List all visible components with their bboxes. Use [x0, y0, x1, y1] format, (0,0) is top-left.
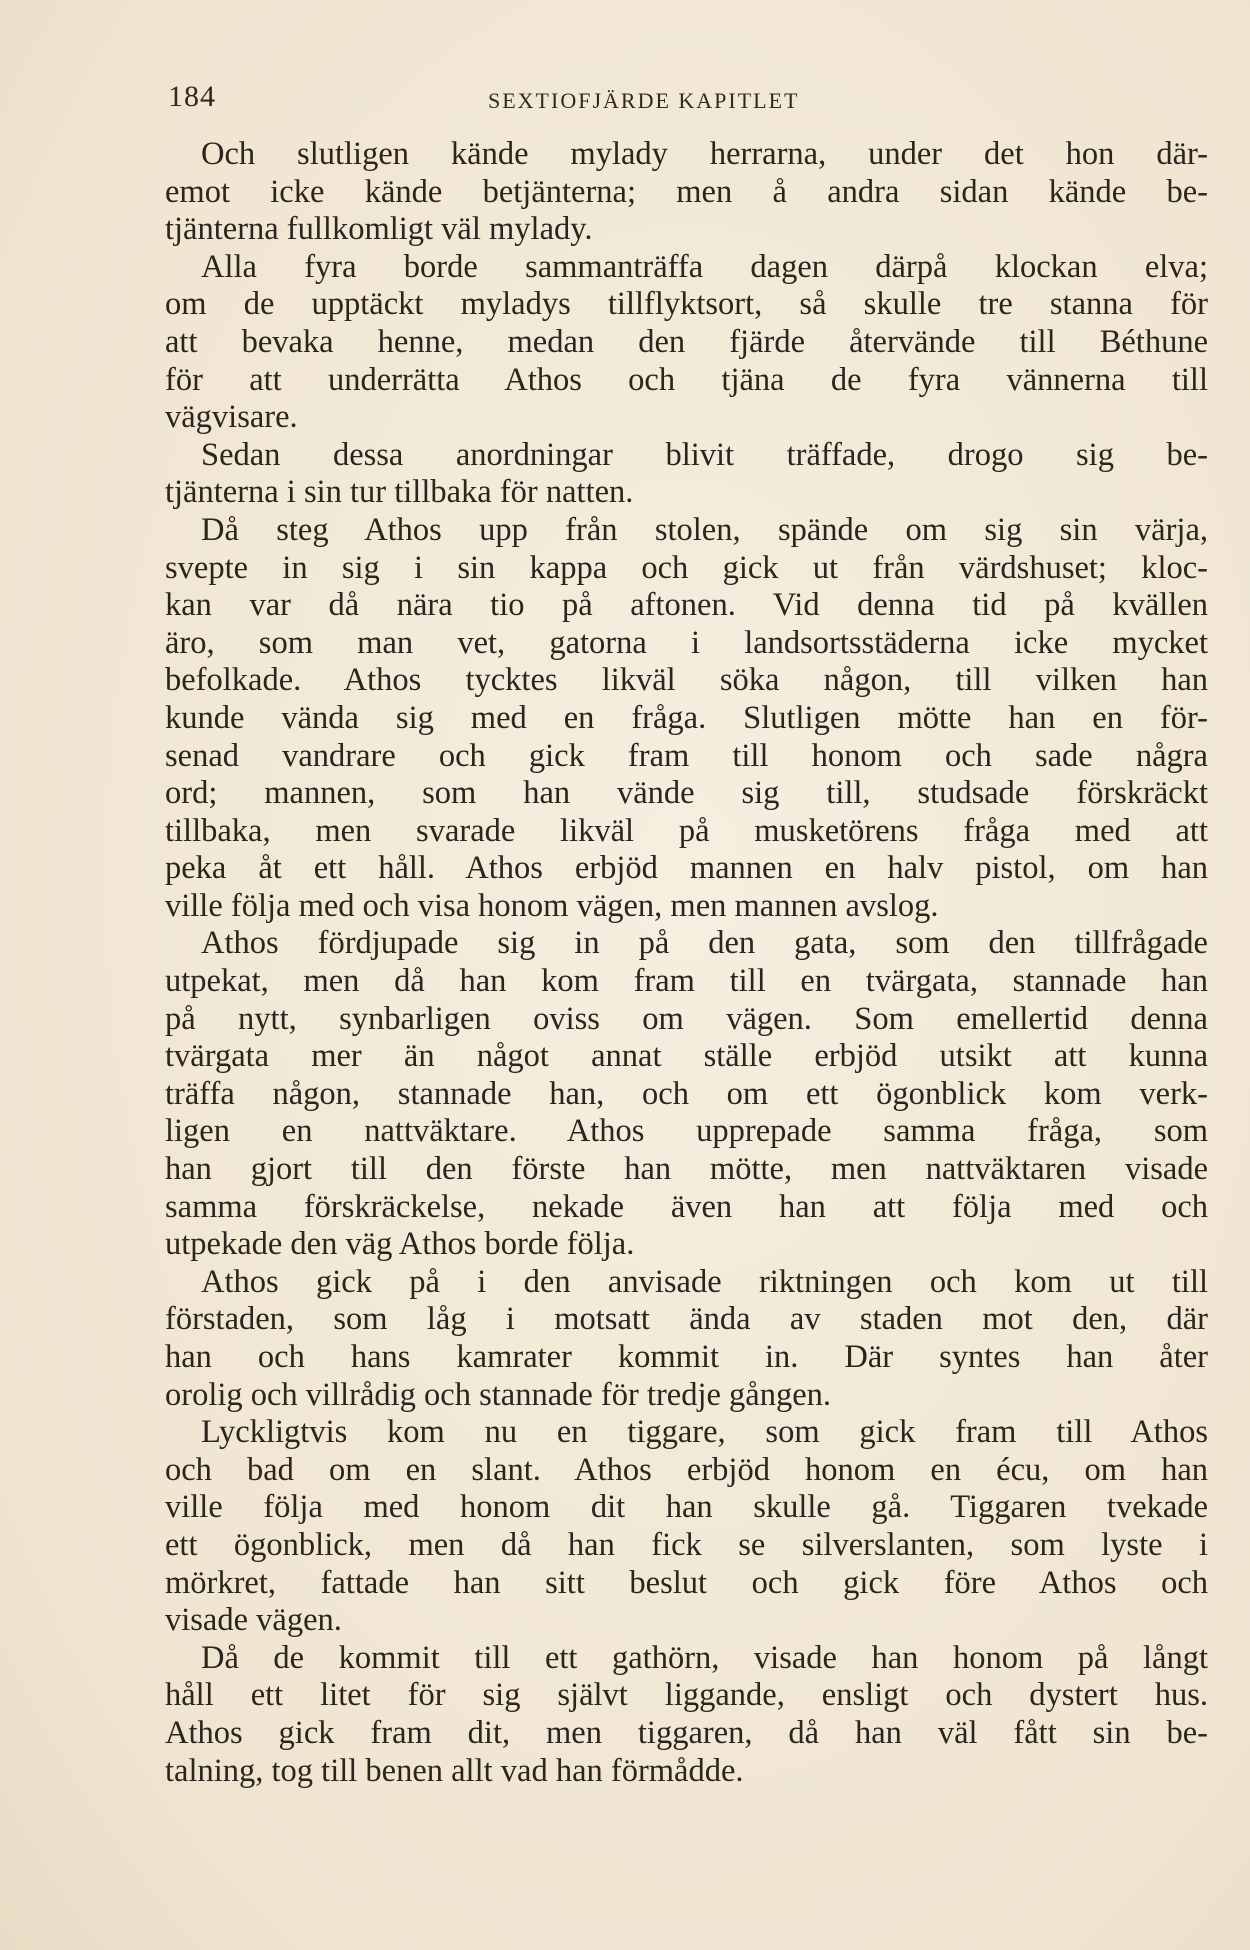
text-line: håll ett litet för sig självt liggande, ensligt och dystert hus.: [165, 1677, 1208, 1714]
text-line: Athos fördjupade sig in på den gata, som den tillfrågade: [201, 925, 1208, 962]
text-line: orolig och villrådig och stannade för tredje gången.: [165, 1376, 832, 1413]
text-line: ville följa med och visa honom vägen, men mannen avslog.: [165, 887, 939, 924]
text-line: befolkade. Athos tycktes likväl söka någon, till vilken han: [165, 662, 1208, 699]
text-line: tvärgata mer än något annat ställe erbjöd utsikt att kunna: [165, 1038, 1208, 1075]
text-line: vägvisare.: [165, 399, 298, 436]
text-line: emot icke kände betjänterna; men å andra sidan kände be-: [165, 173, 1208, 210]
page-number: 184: [168, 80, 216, 113]
text-line: tjänterna fullkomligt väl mylady.: [165, 211, 593, 248]
text-line: Då de kommit till ett gathörn, visade han honom på långt: [201, 1639, 1208, 1676]
text-line: förstaden, som låg i motsatt ända av staden mot den, där: [165, 1301, 1208, 1338]
text-line: Lyckligtvis kom nu en tiggare, som gick fram till Athos: [201, 1414, 1208, 1451]
text-line: ligen en nattväktare. Athos upprepade samma fråga, som: [165, 1113, 1208, 1150]
text-line: tjänterna i sin tur tillbaka för natten.: [165, 474, 634, 511]
body-text: [165, 136, 1208, 1790]
running-head: SEXTIOFJÄRDE KAPITLET: [488, 88, 800, 113]
text-line: Alla fyra borde sammanträffa dagen därpå klockan elva;: [201, 248, 1208, 285]
text-line: peka åt ett håll. Athos erbjöd mannen en halv pistol, om han: [165, 850, 1208, 887]
text-line: kunde vända sig med en fråga. Slutligen mötte han en för-: [165, 699, 1208, 736]
text-line: utpekat, men då han kom fram till en tvärgata, stannade han: [165, 963, 1208, 1000]
text-line: på nytt, synbarligen oviss om vägen. Som emellertid denna: [165, 1000, 1208, 1037]
text-line: kan var då nära tio på aftonen. Vid denna tid på kvällen: [165, 587, 1208, 624]
text-line: träffa någon, stannade han, och om ett ögonblick kom verk-: [165, 1075, 1208, 1112]
text-line: om de upptäckt myladys tillflyktsort, så skulle tre stanna för: [165, 286, 1208, 323]
page-header: [168, 80, 1208, 120]
text-line: han och hans kamrater kommit in. Där syntes han åter: [165, 1339, 1208, 1375]
text-line: ett ögonblick, men då han fick se silverslanten, som lyste i: [165, 1526, 1208, 1563]
text-line: han gjort till den förste han mötte, men nattväktaren visade: [165, 1151, 1208, 1188]
text-line: Athos gick på i den anvisade riktningen och kom ut till: [201, 1263, 1208, 1300]
text-line: Då steg Athos upp från stolen, spände om sig sin värja,: [201, 511, 1208, 548]
text-line: samma förskräckelse, nekade även han att följa med och: [165, 1188, 1208, 1225]
text-line: ord; mannen, som han vände sig till, studsade förskräckt: [165, 775, 1208, 812]
text-line: ville följa med honom dit han skulle gå. Tiggaren tvekade: [165, 1489, 1208, 1526]
text-line: senad vandrare och gick fram till honom och sade några: [165, 737, 1208, 774]
text-line: Sedan dessa anordningar blivit träffade, drogo sig be-: [201, 436, 1208, 473]
text-line: tillbaka, men svarade likväl på musketörens fråga med att: [165, 812, 1208, 849]
text-line: visade vägen.: [165, 1602, 342, 1639]
text-line: äro, som man vet, gatorna i landsortsstäderna icke mycket: [165, 624, 1208, 661]
text-line: att bevaka henne, medan den fjärde återvände till Béthune: [165, 323, 1208, 360]
text-line: och bad om en slant. Athos erbjöd honom en écu, om han: [165, 1451, 1208, 1488]
text-line: mörkret, fattade han sitt beslut och gick före Athos och: [165, 1564, 1208, 1601]
text-line: Athos gick fram dit, men tiggaren, då han väl fått sin be-: [165, 1714, 1208, 1751]
text-line: utpekade den väg Athos borde följa.: [165, 1226, 635, 1263]
text-line: talning, tog till benen allt vad han förmådde.: [165, 1752, 744, 1789]
text-line: Och slutligen kände mylady herrarna, under det hon där-: [201, 136, 1208, 172]
text-line: svepte in sig i sin kappa och gick ut från värdshuset; kloc-: [165, 549, 1208, 586]
text-line: för att underrätta Athos och tjäna de fyra vännerna till: [165, 361, 1208, 398]
